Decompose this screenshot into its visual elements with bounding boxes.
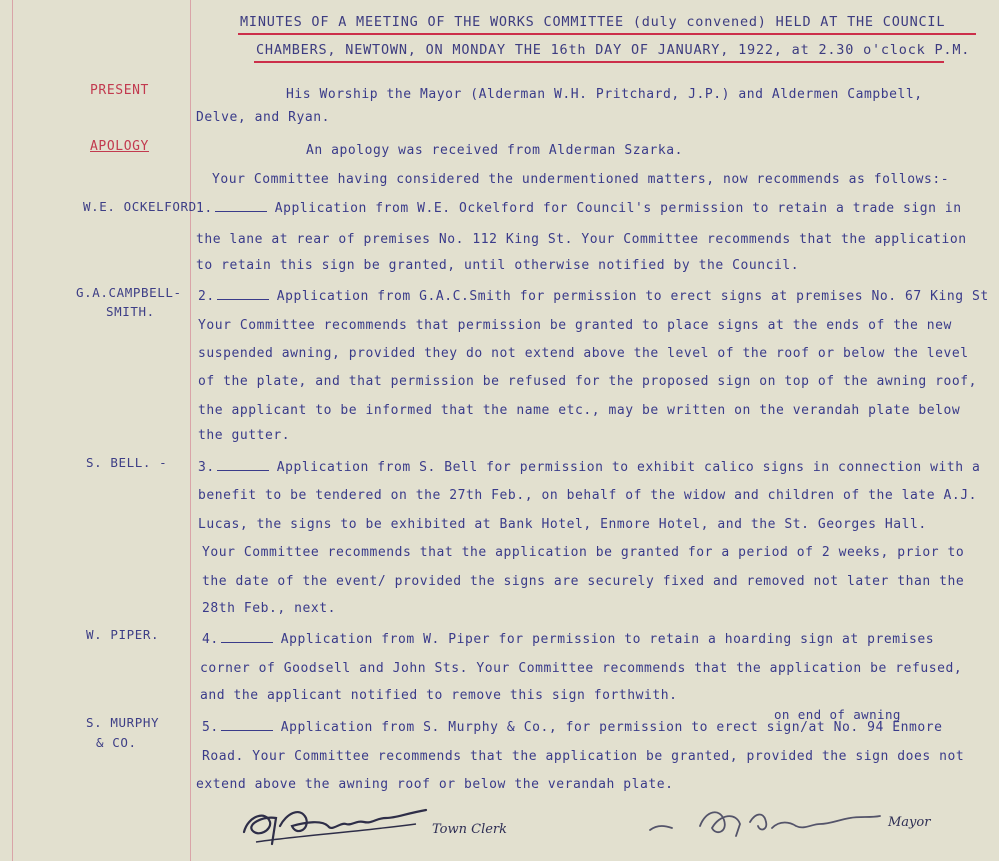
- item-4-line-2: corner of Goodsell and John Sts. Your Committee recommends that the application be refused,: [200, 661, 963, 676]
- item-5-insertion: on end of awning: [774, 707, 901, 722]
- item-3-line-6: 28th Feb., next.: [202, 601, 337, 616]
- margin-rule-left: [12, 0, 13, 861]
- item-2-side-label-2: SMITH.: [106, 304, 155, 319]
- item-3-line-3: Lucas, the signs to be exhibited at Bank Hotel, Enmore Hotel, and the St. Georges Hall.: [198, 517, 927, 532]
- item-2-line-4: of the plate, and that permission be refused for the proposed sign on top of the awning roof,: [198, 374, 978, 389]
- item-5-side-label-2: & CO.: [96, 735, 137, 750]
- item-1-line-3: to retain this sign be granted, until otherwise notified by the Council.: [196, 258, 800, 273]
- item-5-number: 5.: [202, 720, 219, 735]
- item-2-line-2: Your Committee recommends that permission be granted to place signs at the ends of the new: [198, 318, 952, 333]
- item-5-line-3: extend above the awning roof or below the verandah plate.: [196, 777, 674, 792]
- present-label: PRESENT: [90, 83, 149, 98]
- item-3-line-2: benefit to be tendered on the 27th Feb., on behalf of the widow and children of the late A.J.: [198, 488, 978, 503]
- item-3-line-1: [198, 460, 980, 475]
- apology-label: APOLOGY: [90, 139, 149, 154]
- item-5-line-2: Road. Your Committee recommends that the application be granted, provided the sign does not: [202, 749, 965, 764]
- item-5-side-label-1: S. MURPHY: [86, 715, 160, 730]
- item-5-text-1: Application from S. Murphy & Co., for permission to erect sign/at No. 94 Enmore: [280, 720, 943, 735]
- item-2-line-3: suspended awning, provided they do not extend above the level of the roof or below the level: [198, 346, 969, 361]
- present-line-2: Delve, and Ryan.: [196, 110, 331, 125]
- item-4-line-3: and the applicant notified to remove this sign forthwith.: [200, 688, 678, 703]
- mayor-caption: Mayor: [888, 815, 931, 830]
- item-2-blank: [217, 291, 269, 300]
- mayor-signature: [640, 800, 890, 844]
- intro-text: Your Committee having considered the undermentioned matters, now recommends as follows:-: [212, 172, 950, 187]
- header-underline-1: [238, 33, 976, 35]
- item-4-number: 4.: [202, 632, 219, 647]
- item-3-line-4: Your Committee recommends that the application be granted for a period of 2 weeks, prior to: [202, 545, 965, 560]
- item-1-side-label: W.E. OCKELFORD: [83, 199, 197, 214]
- item-3-side-label: S. BELL. -: [86, 455, 168, 470]
- item-1-blank: [215, 203, 267, 212]
- town-clerk-caption: Town Clerk: [432, 822, 508, 837]
- header-line-1: MINUTES OF A MEETING OF THE WORKS COMMITTEE (duly convened) HELD AT THE COUNCIL: [240, 14, 946, 30]
- item-1-number: 1.: [196, 201, 213, 216]
- item-2-text-1: Application from G.A.C.Smith for permission to erect signs at premises No. 67 King St: [276, 289, 989, 304]
- item-1-line-2: the lane at rear of premises No. 112 King St. Your Committee recommends that the application: [196, 232, 967, 247]
- present-line-1: His Worship the Mayor (Alderman W.H. Pritchard, J.P.) and Aldermen Campbell,: [286, 87, 923, 102]
- item-3-line-5: the date of the event/ provided the signs are securely fixed and removed not later than the: [202, 574, 965, 589]
- item-4-text-1: Application from W. Piper for permission to retain a hoarding sign at premises: [280, 632, 935, 647]
- town-clerk-signature: [236, 796, 436, 852]
- item-4-line-1: [202, 632, 934, 647]
- item-4-blank: [221, 634, 273, 643]
- item-2-side-label-1: G.A.CAMPBELL-: [76, 285, 182, 300]
- item-3-blank: [217, 462, 269, 471]
- item-2-number: 2.: [198, 289, 215, 304]
- margin-rule-inner: [190, 0, 191, 861]
- apology-text: An apology was received from Alderman Szarka.: [306, 143, 683, 158]
- item-3-number: 3.: [198, 460, 215, 475]
- header-line-2: CHAMBERS, NEWTOWN, ON MONDAY THE 16th DAY OF JANUARY, 1922, at 2.30 o'clock P.M.: [256, 42, 971, 58]
- item-2-line-6: the gutter.: [198, 428, 291, 443]
- item-5-line-1: [202, 720, 943, 735]
- item-5-blank: [221, 722, 273, 731]
- item-2-line-1: [198, 289, 989, 304]
- item-4-side-label: W. PIPER.: [86, 627, 160, 642]
- item-3-text-1: Application from S. Bell for permission to exhibit calico signs in connection with a: [276, 460, 981, 475]
- header-underline-2: [254, 61, 944, 63]
- item-2-line-5: the applicant to be informed that the name etc., may be written on the verandah plate below: [198, 403, 961, 418]
- item-1-line-1: [196, 201, 962, 216]
- item-1-text-1: Application from W.E. Ockelford for Council's permission to retain a trade sign in: [274, 201, 962, 216]
